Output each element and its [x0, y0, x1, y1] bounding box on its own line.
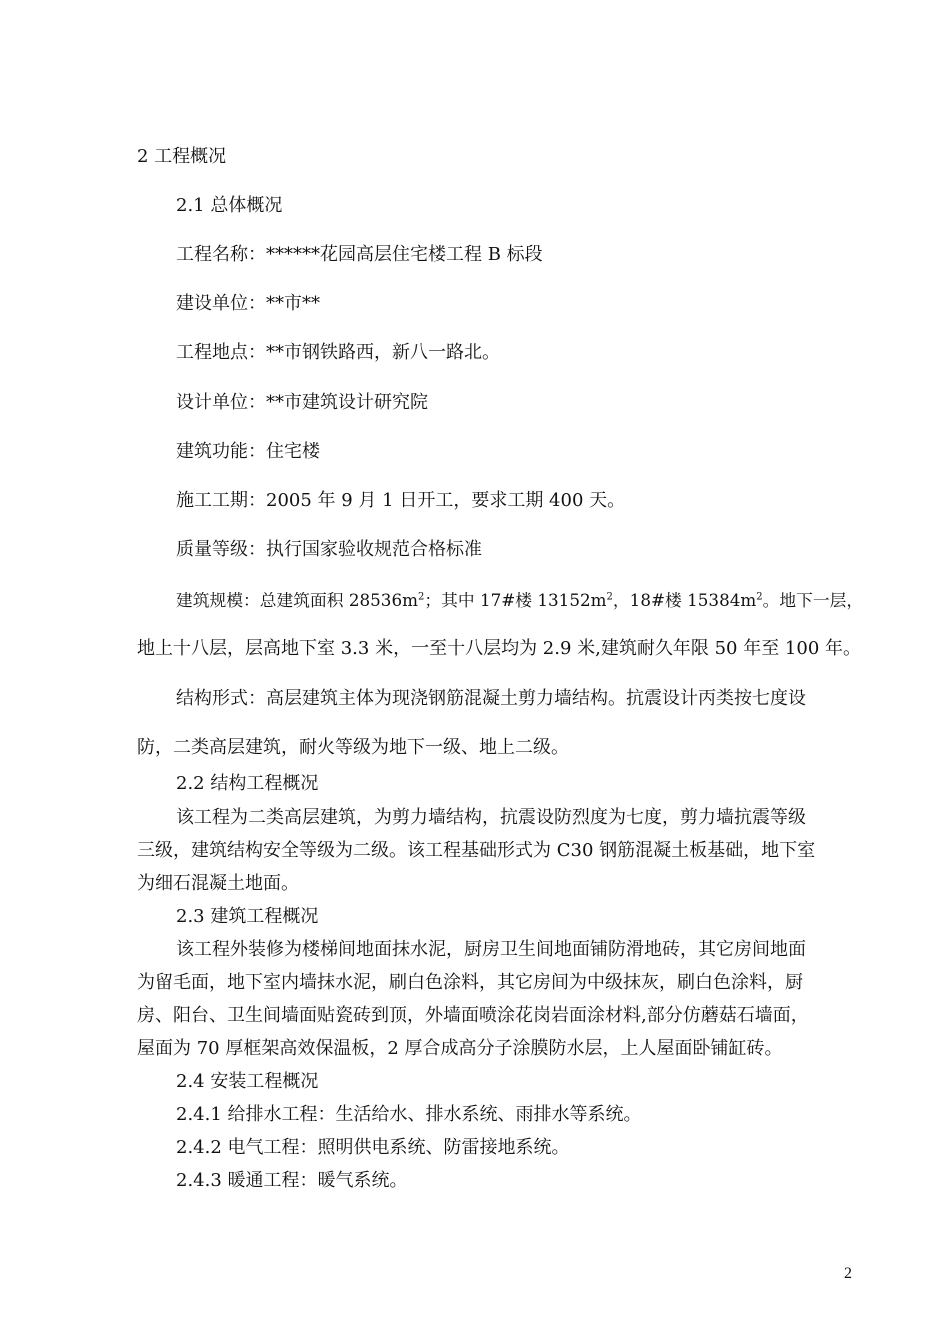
project-name: 工程名称：******花园高层住宅楼工程 B 标段: [176, 244, 543, 265]
subsection-title-2-4: 2.4 安装工程概况: [176, 1071, 319, 1092]
s24-item-3: 2.4.3 暖通工程：暖气系统。: [176, 1170, 408, 1191]
quality-grade: 质量等级：执行国家验收规范合格标准: [176, 539, 482, 560]
s24-item-1: 2.4.1 给排水工程：生活给水、排水系统、雨排水等系统。: [176, 1104, 642, 1125]
section-heading: 2 工程概况: [137, 146, 227, 167]
scale-sup-1: 2: [418, 591, 425, 603]
s23-line4: 屋面为 70 厚框架高效保温板，2 厚合成高分子涂膜防水层，上人屋面卧铺缸砖。: [137, 1038, 783, 1059]
s23-line3: 房、阳台、卫生间墙面贴瓷砖到顶，外墙面喷涂花岗岩面涂材料,部分仿蘑菇石墙面，: [137, 1005, 809, 1026]
s22-line3: 为细石混凝土地面。: [137, 873, 299, 894]
subsection-title-2-2: 2.2 结构工程概况: [176, 773, 319, 794]
scale-text-d: 。地下一层，: [762, 590, 864, 610]
construction-period: 施工工期：2005 年 9 月 1 日开工，要求工期 400 天。: [176, 490, 626, 511]
scale-sup-2: 2: [606, 591, 613, 603]
subsection-title-2-3: 2.3 建筑工程概况: [176, 906, 319, 927]
scale-text-a: 建筑规模：总建筑面积 28536m: [176, 590, 418, 610]
project-location: 工程地点：**市钢铁路西，新八一路北。: [176, 342, 500, 363]
design-unit: 设计单位：**市建筑设计研究院: [176, 392, 428, 413]
s22-line2: 三级，建筑结构安全等级为二级。该工程基础形式为 C30 钢筋混凝土板基础，地下室: [137, 840, 816, 861]
structure-form-line2: 防，二类高层建筑，耐火等级为地下一级、地上二级。: [137, 737, 569, 758]
subsection-title-2-1: 2.1 总体概况: [176, 195, 283, 216]
building-scale-line2: 地上十八层，层高地下室 3.3 米，一至十八层均为 2.9 米,建筑耐久年限 50 年至 100 年。: [137, 638, 862, 659]
scale-sup-3: 2: [756, 591, 763, 603]
s24-item-2: 2.4.2 电气工程：照明供电系统、防雷接地系统。: [176, 1137, 570, 1158]
s22-line1: 该工程为二类高层建筑，为剪力墙结构，抗震设防烈度为七度，剪力墙抗震等级: [176, 807, 806, 828]
building-function: 建筑功能：住宅楼: [176, 441, 320, 462]
s23-line2: 为留毛面，地下室内墙抹水泥，刷白色涂料，其它房间为中级抹灰，刷白色涂料，厨: [137, 972, 803, 993]
building-scale-line1: [176, 588, 863, 612]
page-number: 2: [844, 1265, 852, 1282]
s23-line1: 该工程外装修为楼梯间地面抹水泥，厨房卫生间地面铺防滑地砖，其它房间地面: [176, 939, 806, 960]
scale-text-b: ；其中 17#楼 13152m: [424, 590, 607, 610]
scale-text-c: ，18#楼 15384m: [612, 590, 757, 610]
structure-form-line1: 结构形式：高层建筑主体为现浇钢筋混凝土剪力墙结构。抗震设计丙类按七度设: [176, 688, 806, 709]
owner-unit: 建设单位：**市**: [176, 293, 320, 314]
